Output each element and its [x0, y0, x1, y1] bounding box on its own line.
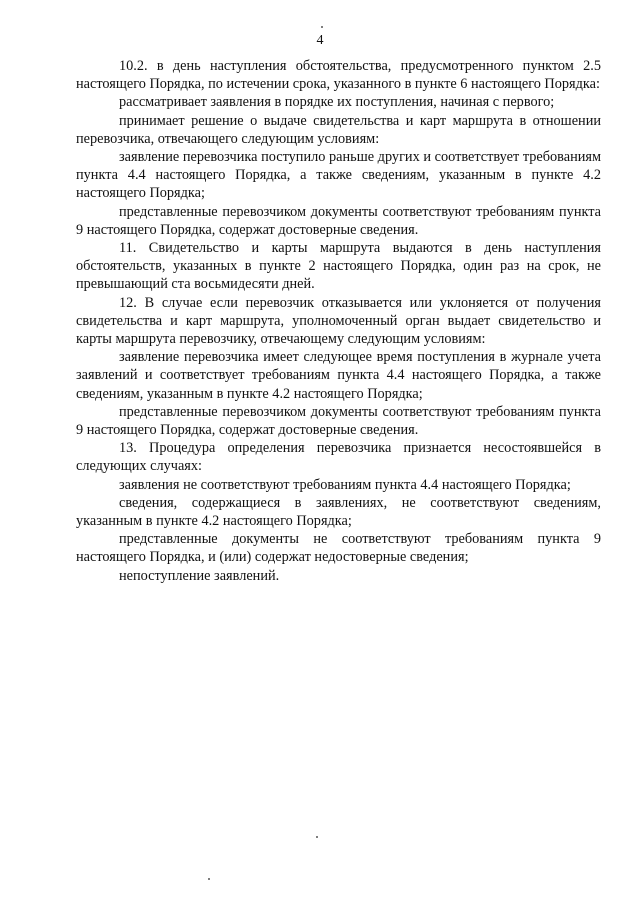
paragraph-10-2-item-1: рассматривает заявления в порядке их поступления, начиная с первого;	[119, 94, 555, 111]
paragraph-condition-1: заявление перевозчика поступило раньше других и соответствует требованиям пункта 4.4 настоящего Порядка, а также сведениям, указанным в пункте 4.2 настоящего Порядка;	[76, 149, 601, 202]
scan-speck	[316, 836, 318, 838]
scan-speck	[208, 878, 210, 880]
paragraph-condition-2: представленные перевозчиком документы соответствуют требованиям пункта 9 настоящего Порядка, содержат достоверные сведения.	[76, 203, 601, 238]
paragraph-13: 13. Процедура определения перевозчика признается несостоявшейся в следующих случаях:	[76, 440, 601, 475]
paragraph-13-case-2: сведения, содержащиеся в заявлениях, не соответствуют сведениям, указанным в пункте 4.2 настоящего Порядка;	[76, 494, 601, 530]
paragraph-13-case-4: непоступление заявлений.	[119, 567, 280, 584]
page-number: 4	[316, 33, 324, 48]
paragraph-13-case-1: заявления не соответствуют требованиям пункта 4.4 настоящего Порядка;	[119, 476, 571, 493]
paragraph-12-condition-2: представленные перевозчиком документы соответствуют требованиям пункта 9 настоящего Порядка, содержат достоверные сведения.	[76, 403, 601, 439]
paragraph-11: 11. Свидетельство и карты маршрута выдаются в день наступления обстоятельств, указанных в пункте 2 настоящего Порядка, один раз на срок, не превышающий ста восьмидесяти дней.	[76, 240, 601, 293]
paragraph-12-condition-1: заявление перевозчика имеет следующее время поступления в журнале учета заявлений и соответствует требованиям пункта 4.4 настоящего Порядка, а также сведениям, указанным в пункте 4.2 настоящего Порядка;	[76, 349, 601, 402]
document-body	[76, 57, 601, 585]
scan-speck	[321, 26, 323, 28]
paragraph-10-2: 10.2. в день наступления обстоятельства, предусмотренного пунктом 2.5 настоящего Порядка, по истечении срока, указанного в пункте 6 настоящего Порядка:	[76, 58, 601, 93]
paragraph-12: 12. В случае если перевозчик отказывается или уклоняется от получения свидетельства и карт маршрута, уполномоченный орган выдает свидетельство и карты маршрута перевозчику, отвечающему следующим условиям:	[76, 294, 601, 348]
paragraph-10-2-item-2: принимает решение о выдаче свидетельства и карт маршрута в отношении перевозчика, отвечающего следующим условиям:	[76, 112, 601, 147]
paragraph-13-case-3: представленные документы не соответствуют требованиям пункта 9 настоящего Порядка, и (или) содержат недостоверные сведения;	[76, 531, 601, 566]
